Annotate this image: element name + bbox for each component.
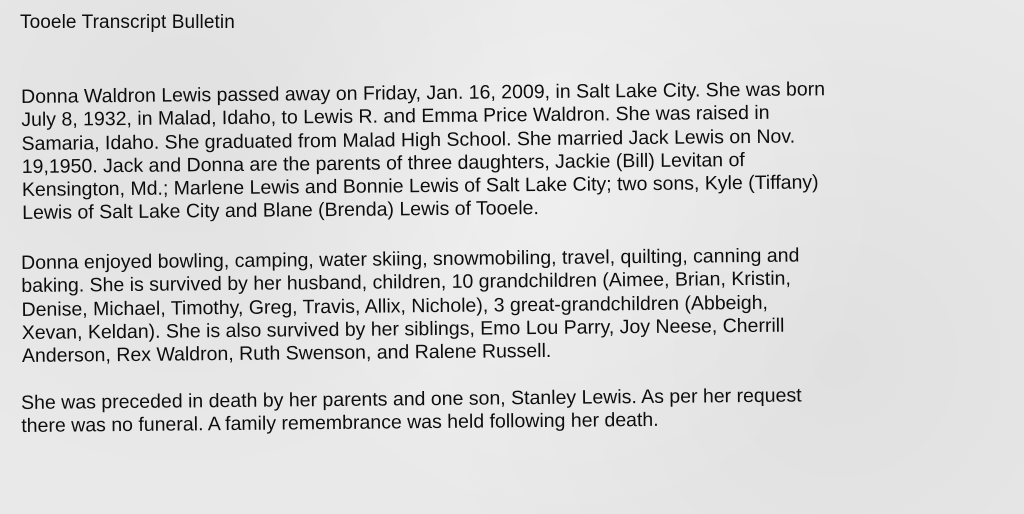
- text-line: Denise, Michael, Timothy, Greg, Travis, Allix, Nichole), 3 great-grandchildren (Abbeigh,: [21, 291, 769, 321]
- text-line: baking. She is survived by her husband, children, 10 grandchildren (Aimee, Brian, Kristin,: [21, 267, 791, 298]
- paragraph-survivors: [21, 242, 1012, 368]
- paragraph-preceded: [21, 383, 1011, 439]
- text-line: Anderson, Rex Waldron, Ruth Swenson, and Ralene Russell.: [21, 339, 552, 367]
- document-heading: Tooele Transcript Bulletin: [20, 12, 235, 33]
- text-line: Samaria, Idaho. She graduated from Malad High School. She married Jack Lewis on Nov.: [21, 125, 796, 155]
- text-line: July 8, 1932, in Malad, Idaho, to Lewis R. and Emma Price Waldron. She was raised in: [21, 102, 770, 132]
- text-line: She was preceded in death by her parents and one son, Stanley Lewis. As per her request: [21, 384, 802, 415]
- text-line: Lewis of Salt Lake City and Blane (Brenda) Lewis of Tooele.: [22, 197, 539, 225]
- text-line: Donna enjoyed bowling, camping, water skiing, snowmobiling, travel, quilting, canning and: [21, 244, 800, 274]
- obituary-body: [21, 78, 1011, 439]
- text-line: Kensington, Md.; Marlene Lewis and Bonnie Lewis of Salt Lake City; two sons, Kyle (Tiffany): [21, 171, 819, 202]
- text-line: 19,1950. Jack and Donna are the parents of three daughters, Jackie (Bill) Levitan of: [21, 148, 745, 178]
- text-line: Donna Waldron Lewis passed away on Friday, Jan. 16, 2009, in Salt Lake City. She was born: [21, 78, 826, 108]
- paragraph-biography: [21, 76, 1012, 225]
- text-line: there was no funeral. A family remembrance was held following her death.: [21, 409, 659, 438]
- text-line: Xevan, Keldan). She is also survived by her siblings, Emo Lou Parry, Joy Neese, Cherrill: [21, 314, 785, 344]
